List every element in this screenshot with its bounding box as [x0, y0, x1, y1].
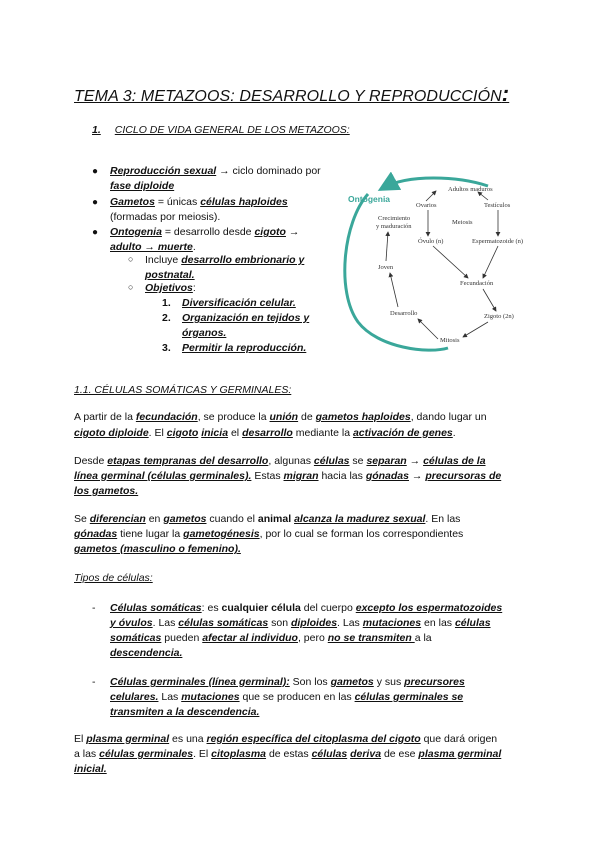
- term-separan: separan: [366, 455, 407, 467]
- text-unicas: = únicas: [154, 196, 201, 208]
- node-crecimiento: Crecimiento: [378, 215, 411, 222]
- term-adulto-muerte: adulto → muerte: [110, 241, 193, 253]
- bullet-gametos-line2: [110, 210, 220, 225]
- para2-line2: línea germinal (células germinales). Estas migran hacia las gónadas → precursoras de: [74, 470, 502, 482]
- section-1-heading: [92, 124, 350, 136]
- para4-line1: El plasma germinal es una región específica del citoplasma del cigoto que dará origen: [74, 733, 498, 745]
- page-title: [74, 81, 509, 107]
- arrow-zigoto-mitosis: [463, 322, 488, 337]
- node-desarrollo: Desarrollo: [390, 310, 418, 317]
- bullet-dot: ●: [92, 227, 99, 238]
- node-mitosis: Mitosis: [440, 337, 460, 344]
- somaticas-dash: -: [92, 602, 96, 614]
- term-cigoto: cigoto: [166, 427, 199, 439]
- term-activacion-genes: activación de genes: [352, 427, 453, 439]
- term-somaticas: somáticas: [110, 632, 162, 644]
- term-celulas-somaticas: Células somáticas: [110, 602, 202, 614]
- term-gonadas: gónadas: [365, 470, 409, 482]
- term-los-gametos: los gametos.: [74, 485, 139, 497]
- objective-item-3: [162, 341, 306, 356]
- term-objetivos: Objetivos: [145, 282, 193, 294]
- tipos-heading: Tipos de células:: [74, 572, 153, 584]
- objective-item-1: [162, 296, 296, 311]
- node-adultos: Adultos maduros: [448, 186, 493, 193]
- para2-line3: [74, 484, 138, 499]
- term-fecundacion: fecundación: [135, 411, 198, 423]
- term-migran: migran: [283, 470, 319, 482]
- term-ontogenia: Ontogenia: [110, 226, 162, 238]
- term-union: unión: [269, 411, 299, 423]
- objective-text-cont: órganos.: [182, 327, 227, 339]
- germinales-line3: [110, 705, 259, 720]
- germinales-line2: celulares. Las mutaciones que se producen en las células germinales se: [110, 691, 464, 703]
- term-gonadas: gónadas: [74, 528, 118, 540]
- node-espermatozoide: Espermatozoide (n): [472, 238, 524, 245]
- text-ciclo-dominado: → ciclo dominado por: [216, 165, 321, 177]
- text-arrow: →: [285, 226, 300, 238]
- page-title-text: TEMA 3: METAZOOS: DESARROLLO Y REPRODUCCIÓN: [74, 88, 502, 105]
- germinales-dash: -: [92, 676, 96, 688]
- ontogenia-diagram: [338, 172, 532, 352]
- term-mutaciones: mutaciones: [362, 617, 422, 629]
- term-citoplasma: citoplasma: [211, 748, 267, 760]
- term-celulas: células: [454, 617, 491, 629]
- somaticas-line4: [110, 646, 182, 661]
- term-diferencian: diferencian: [89, 513, 146, 525]
- para3-line3: [74, 542, 241, 557]
- objective-item-2-cont: [182, 326, 226, 341]
- somaticas-line3: somáticas pueden afectar al individuo, pero no se transmiten a la: [110, 632, 432, 644]
- objective-number: 2.: [162, 312, 171, 324]
- term-gametos: gametos: [330, 676, 374, 688]
- term-descendencia: descendencia.: [110, 647, 183, 659]
- objective-item-2: [162, 311, 309, 326]
- objective-number: 3.: [162, 342, 171, 354]
- text-incluye: Incluye: [145, 254, 182, 266]
- term-precursores: precursores: [404, 676, 465, 688]
- para4-line3: [74, 762, 107, 777]
- term-gametos-masc-fem: gametos (masculino o femenino).: [74, 543, 241, 555]
- section-1-1-heading: 1.1. CÉLULAS SOMÁTICAS Y GERMINALES:: [74, 384, 292, 396]
- term-desarrollo-embrionario: desarrollo embrionario y: [181, 254, 305, 266]
- term-madurez-sexual: alcanza la madurez sexual: [294, 513, 426, 525]
- para3-line1: Se diferencian en gametos cuando el animal alcanza la madurez sexual. En las: [74, 513, 461, 525]
- term-etapas-tempranas: etapas tempranas del desarrollo: [107, 455, 269, 467]
- term-deriva: deriva: [350, 748, 382, 760]
- para1-line2: cigoto diploide. El cigoto inicia el desarrollo mediante la activación de genes.: [74, 427, 456, 439]
- term-reproduccion-sexual: Reproducción sexual: [110, 165, 217, 177]
- node-meiosis: Meiosis: [452, 219, 473, 226]
- page-title-colon: :: [501, 81, 510, 106]
- arrow-joven-crecimiento: [386, 232, 388, 261]
- para3-line2: gónadas tiene lugar la gametogénesis, por lo cual se forman los correspondientes: [74, 528, 464, 540]
- text-desarrollo-desde: = desarrollo desde: [161, 226, 255, 238]
- term-diploides: diploides: [290, 617, 338, 629]
- sub-bullet-objetivos: [145, 281, 196, 296]
- term-no-transmiten: no se transmiten: [327, 632, 415, 644]
- node-maduracion: y maduración: [376, 223, 412, 230]
- text-colon: :: [192, 282, 196, 294]
- arrow-ovulo-fecund: [433, 246, 468, 278]
- term-cigoto-diploide: cigoto diploide: [74, 427, 149, 439]
- bullet-ontogenia-line1: [110, 225, 299, 240]
- term-celulas-de-la: células de la: [423, 455, 486, 467]
- arrow-testiculos-adultos: [478, 192, 488, 200]
- node-testiculos: Testículos: [484, 202, 511, 209]
- sub-bullet-circle: ○: [128, 282, 134, 292]
- term-gametogenesis: gametogénesis: [183, 528, 260, 540]
- term-linea-germinal: línea germinal (células germinales).: [74, 470, 252, 482]
- term-desarrollo: desarrollo: [242, 427, 293, 439]
- term-postnatal: postnatal.: [145, 269, 195, 281]
- section-1-number: 1.: [92, 124, 101, 136]
- para2-line1: Desde etapas tempranas del desarrollo, algunas células se separan → células de la: [74, 455, 486, 467]
- term-gametos-haploides: gametos haploides: [315, 411, 411, 423]
- bullet-reproduccion-line1: [110, 164, 321, 179]
- term-celulas-haploides: células haploides: [200, 196, 288, 208]
- bullet-dot: ●: [92, 197, 99, 208]
- para4-line2: a las células germinales. El citoplasma de estas células deriva de ese plasma germinal: [74, 748, 502, 760]
- para1-line1: A partir de la fecundación, se produce la unión de gametos haploides, dando lugar un: [74, 411, 487, 423]
- term-plasma-germinal: plasma germinal: [86, 733, 170, 745]
- node-ovarios: Ovarios: [416, 202, 437, 209]
- text-formadas-meiosis: (formadas por meiosis).: [110, 211, 221, 223]
- somaticas-line1: Células somáticas: es cualquier célula del cuerpo excepto los espermatozoides: [110, 602, 503, 614]
- term-mutaciones: mutaciones: [181, 691, 240, 703]
- arrow-desarrollo-joven: [390, 273, 398, 307]
- term-plasma-germinal: plasma germinal: [418, 748, 502, 760]
- objective-text: Permitir la reproducción.: [182, 342, 307, 354]
- term-excepto: excepto los espermatozoides: [355, 602, 503, 614]
- term-cigoto: cigoto: [254, 226, 286, 238]
- term-celulas: células: [313, 455, 350, 467]
- term-fase-diploide: fase diploide: [110, 180, 175, 192]
- diagram-title: Ontogenia: [348, 194, 391, 204]
- objective-number: 1.: [162, 297, 171, 309]
- term-celulas-somaticas: células somáticas: [178, 617, 269, 629]
- term-animal: animal: [257, 513, 292, 525]
- bullet-dot: ●: [92, 166, 99, 177]
- term-celulas-germinales: células germinales: [99, 748, 194, 760]
- term-region-especifica: región específica del citoplasma del cigoto: [206, 733, 421, 745]
- term-gametos: gametos: [163, 513, 207, 525]
- bullet-gametos-line1: [110, 195, 288, 210]
- arrow-fecund-zigoto: [483, 289, 496, 311]
- term-afectar-individuo: afectar al individuo: [202, 632, 298, 644]
- objective-text: Diversificación celular.: [182, 297, 296, 309]
- term-celulares: celulares.: [110, 691, 159, 703]
- term-celulas-germinales: Células germinales (línea germinal):: [110, 676, 290, 688]
- sub-bullet-circle: ○: [128, 254, 134, 264]
- term-gametos: Gametos: [110, 196, 155, 208]
- section-1-heading-text: CICLO DE VIDA GENERAL DE LOS METAZOOS:: [114, 124, 350, 136]
- node-zigoto: Zigoto (2n): [484, 313, 514, 320]
- sub-bullet-incluye-line1: [145, 253, 304, 268]
- node-joven: Joven: [378, 264, 394, 271]
- term-inicial: inicial.: [74, 763, 107, 775]
- objective-text: Organización en tejidos y: [182, 312, 310, 324]
- term-inicia: inicia: [201, 427, 229, 439]
- somaticas-line2: y óvulos. Las células somáticas son diploides. Las mutaciones en las células: [110, 617, 491, 629]
- node-ovulo: Óvulo (n): [418, 238, 444, 245]
- arrow-esperm-fecund: [483, 246, 498, 278]
- arrow-mitosis-desarrollo: [418, 319, 438, 339]
- term-transmiten: transmiten a la descendencia.: [110, 706, 260, 718]
- germinales-line1: Células germinales (línea germinal): Son los gametos y sus precursores: [110, 676, 465, 688]
- term-celulas-germinales-se: células germinales se: [354, 691, 464, 703]
- term-celulas: células: [311, 748, 348, 760]
- node-fecundacion: Fecundación: [460, 280, 494, 287]
- term-ovulos: y óvulos: [110, 617, 153, 629]
- term-precursoras: precursoras de: [425, 470, 502, 482]
- text-period: .: [192, 241, 196, 253]
- arrow-ovarios-adultos: [426, 191, 436, 201]
- term-cualquier-celula: cualquier célula: [221, 602, 301, 614]
- bullet-reproduccion-line2: [110, 179, 174, 194]
